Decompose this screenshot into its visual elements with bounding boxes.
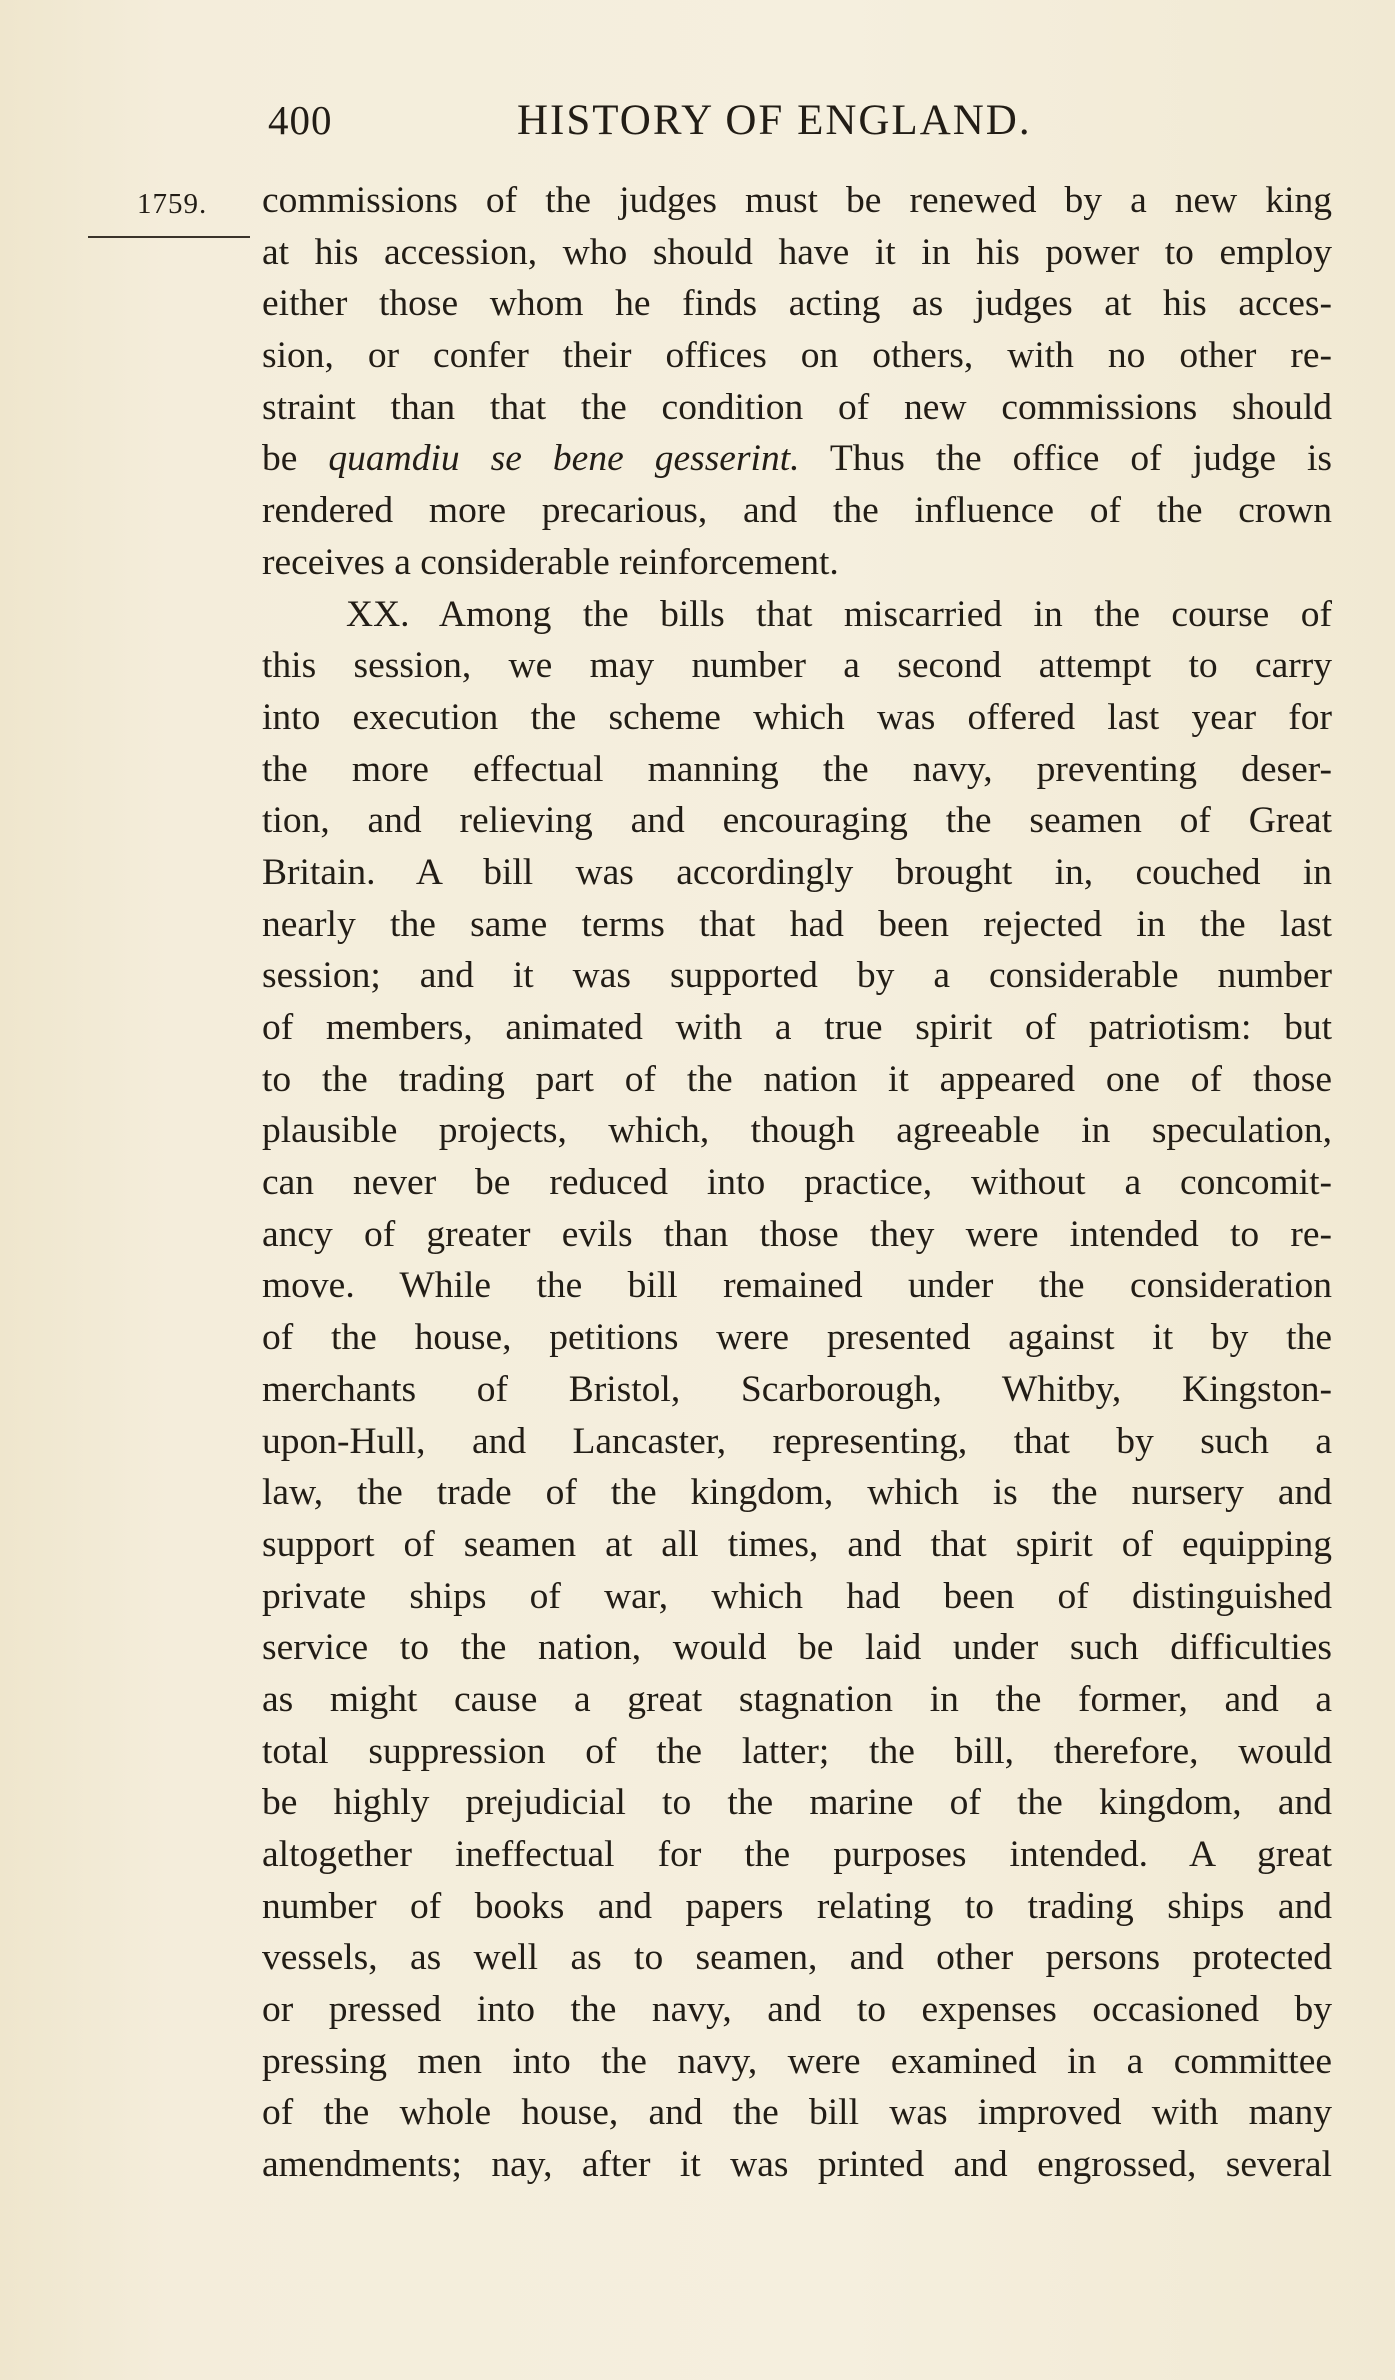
text-line: straint than that the condition of new commissions should bbox=[262, 386, 1332, 428]
text-line: tion, and relieving and encouraging the seamen of Great bbox=[262, 800, 1332, 842]
text-segment: Thus the office of judge is bbox=[829, 438, 1333, 480]
text-line: of the whole house, and the bill was improved with many bbox=[262, 2092, 1332, 2134]
text-line: into execution the scheme which was offered last year for bbox=[262, 696, 1332, 738]
latin-phrase: quamdiu se bene gesserint. bbox=[328, 438, 800, 480]
text-line: session; and it was supported by a considerable number bbox=[262, 955, 1332, 997]
text-line: support of seamen at all times, and that spirit of equipping bbox=[262, 1523, 1332, 1565]
text-line: sion, or confer their offices on others, with no other re- bbox=[262, 335, 1332, 377]
text-line: can never be reduced into practice, without a concomit- bbox=[262, 1162, 1332, 1204]
text-line: receives a considerable reinforcement. bbox=[262, 541, 839, 583]
section-xx-first-line: XX. Among the bills that miscarried in the course of bbox=[346, 593, 1332, 635]
text-segment: be bbox=[262, 438, 298, 480]
text-line: commissions of the judges must be renewed by a new king bbox=[262, 180, 1332, 221]
text-line: law, the trade of the kingdom, which is the nursery and bbox=[262, 1472, 1332, 1514]
margin-year-note: 1759. bbox=[137, 188, 208, 220]
running-head bbox=[262, 96, 1322, 156]
text-line: at his accession, who should have it in his power to employ bbox=[262, 231, 1332, 273]
text-line: service to the nation, would be laid under such difficulties bbox=[262, 1627, 1332, 1669]
text-line bbox=[262, 433, 1332, 485]
text-line: plausible projects, which, though agreeable in speculation, bbox=[262, 1110, 1332, 1152]
book-title: HISTORY OF ENGLAND. bbox=[517, 97, 1032, 144]
text-line: be highly prejudicial to the marine of the kingdom, and bbox=[262, 1782, 1332, 1824]
text-line: as might cause a great stagnation in the former, and a bbox=[262, 1678, 1332, 1720]
text-line: altogether ineffectual for the purposes intended. A great bbox=[262, 1834, 1332, 1875]
text-line: this session, we may number a second attempt to carry bbox=[262, 645, 1332, 687]
text-line: pressing men into the navy, were examined in a committee bbox=[262, 2040, 1332, 2082]
text-line: upon-Hull, and Lancaster, representing, that by such a bbox=[262, 1420, 1332, 1462]
text-line: of members, animated with a true spirit of patriotism: but bbox=[262, 1007, 1332, 1048]
text-line: either those whom he finds acting as judges at his acces- bbox=[262, 283, 1332, 325]
text-line: merchants of Bristol, Scarborough, Whitby, Kingston- bbox=[262, 1368, 1332, 1410]
text-line: to the trading part of the nation it appeared one of those bbox=[262, 1058, 1332, 1100]
margin-rule bbox=[88, 236, 250, 238]
text-line: of the house, petitions were presented against it by the bbox=[262, 1317, 1332, 1359]
text-line: nearly the same terms that had been rejected in the last bbox=[262, 903, 1332, 945]
text-line: ancy of greater evils than those they were intended to re- bbox=[262, 1213, 1332, 1255]
text-line: or pressed into the navy, and to expenses occasioned by bbox=[262, 1989, 1332, 2031]
text-line: total suppression of the latter; the bill, therefore, would bbox=[262, 1730, 1332, 1772]
text-line: move. While the bill remained under the consideration bbox=[262, 1265, 1332, 1307]
text-line: Britain. A bill was accordingly brought in, couched in bbox=[262, 851, 1332, 893]
text-line: the more effectual manning the navy, preventing deser- bbox=[262, 748, 1332, 790]
text-line: rendered more precarious, and the influence of the crown bbox=[262, 490, 1332, 532]
body-text bbox=[262, 175, 1332, 2191]
text-line: number of books and papers relating to trading ships and bbox=[262, 1885, 1332, 1927]
page-number: 400 bbox=[268, 97, 333, 143]
text-line: amendments; nay, after it was printed and engrossed, several bbox=[262, 2144, 1332, 2186]
text-line: private ships of war, which had been of distinguished bbox=[262, 1575, 1332, 1617]
text-line: vessels, as well as to seamen, and other persons protected bbox=[262, 1937, 1332, 1979]
